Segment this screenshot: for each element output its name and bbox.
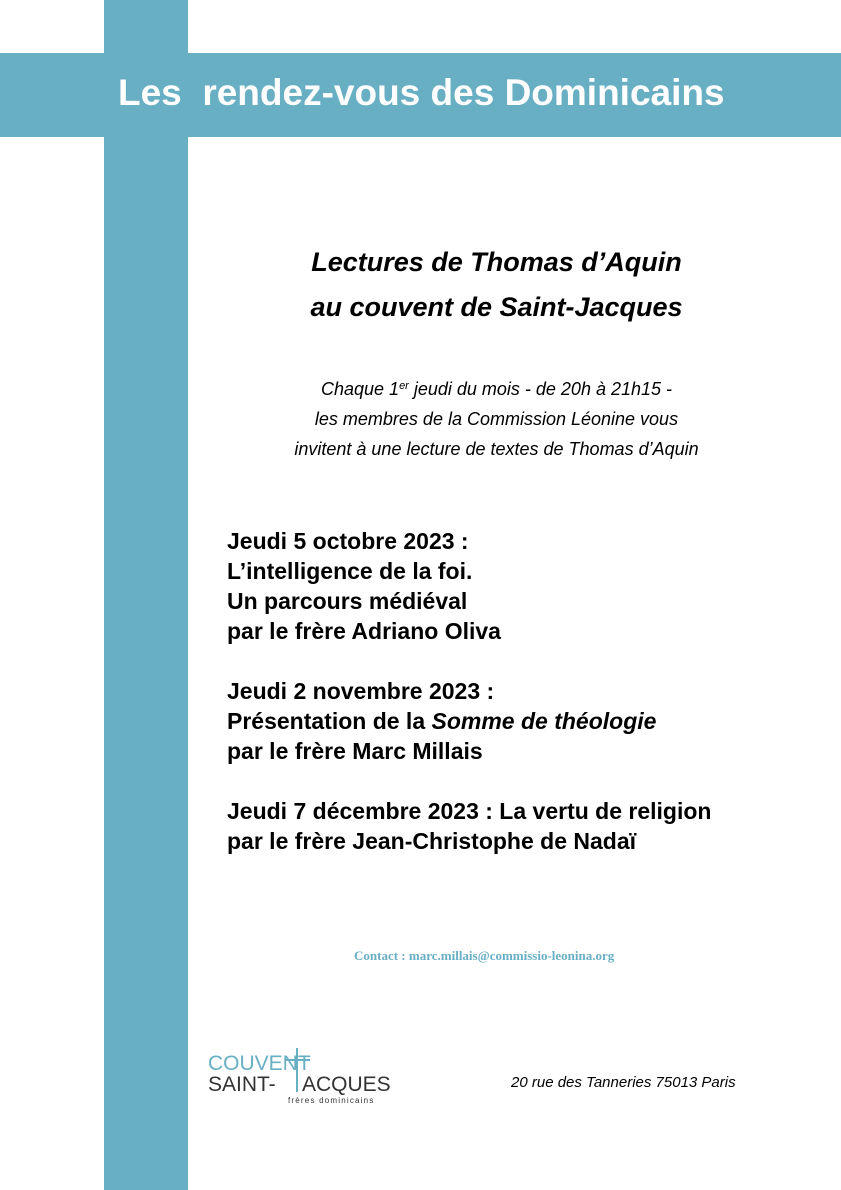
- logo-tagline: frères dominicains: [288, 1096, 375, 1105]
- event-date: Jeudi 2 novembre 2023 :: [227, 678, 495, 704]
- lecture-series-title: [150, 240, 841, 330]
- event-title-book: Somme de théologie: [431, 708, 657, 734]
- contact-email[interactable]: Contact : marc.millais@commissio-leonina.org: [354, 948, 615, 963]
- logo-couvent-text: COUVENT: [208, 1052, 311, 1075]
- event-speaker: par le frère Adriano Oliva: [227, 618, 501, 644]
- event-october: [227, 526, 827, 646]
- address: 20 rue des Tanneries 75013 Paris: [511, 1074, 736, 1091]
- logo-saint-text: SAINT-: [208, 1073, 276, 1096]
- intro-text: [150, 374, 841, 464]
- banner-title: Les rendez-vous des Dominicains: [118, 72, 725, 113]
- event-date-title: Jeudi 7 décembre 2023 : La vertu de religion: [227, 798, 712, 824]
- events-list: [227, 526, 827, 886]
- logo-acques-text: ACQUES: [302, 1073, 391, 1096]
- event-december: [227, 796, 827, 856]
- event-title: Un parcours médiéval: [227, 588, 468, 614]
- intro-line-1-end: jeudi du mois - de 20h à 21h15 -: [408, 379, 673, 399]
- intro-line-1: [150, 374, 841, 404]
- subtitle-line-2: au couvent de Saint-Jacques: [310, 292, 683, 322]
- subtitle-line-1: Lectures de Thomas d’Aquin: [311, 247, 682, 277]
- event-speaker: par le frère Marc Millais: [227, 738, 483, 764]
- cross-vertical-bar: [104, 0, 188, 1190]
- event-title: L’intelligence de la foi.: [227, 558, 473, 584]
- intro-line-3: invitent à une lecture de textes de Thomas d’Aquin: [294, 439, 699, 459]
- event-speaker: par le frère Jean-Christophe de Nadaï: [227, 828, 637, 854]
- event-title-text: Présentation de la: [227, 708, 432, 734]
- intro-line-2: les membres de la Commission Léonine vous: [314, 409, 679, 429]
- intro-line-1-start: Chaque 1: [320, 379, 400, 399]
- event-november: [227, 676, 827, 766]
- couvent-saint-jacques-logo: [206, 1046, 406, 1108]
- event-title: [227, 706, 827, 736]
- event-date: Jeudi 5 octobre 2023 :: [227, 528, 469, 554]
- ordinal-superscript: er: [399, 380, 409, 392]
